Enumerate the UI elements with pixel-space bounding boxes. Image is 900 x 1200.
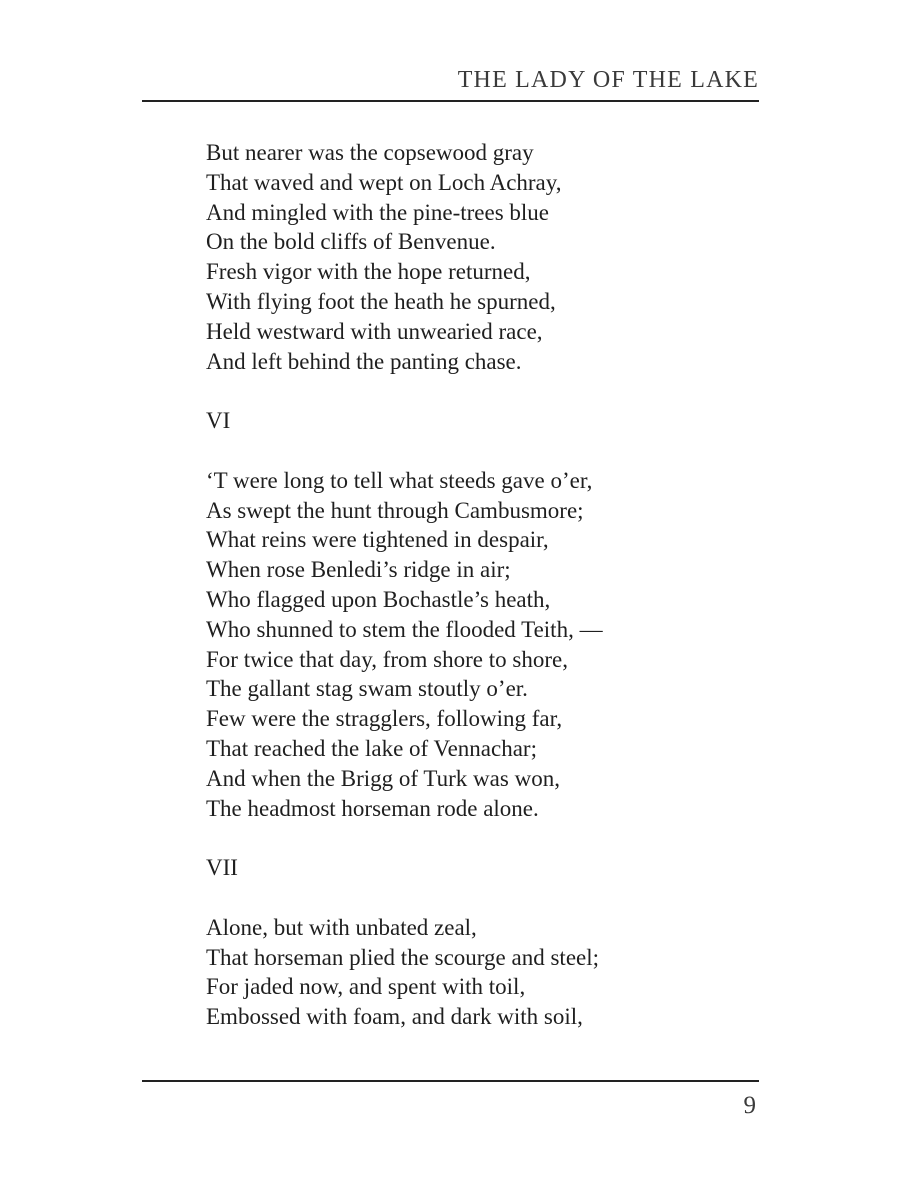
verse-line: On the bold cliffs of Benvenue. [206,229,496,255]
stanza-number-vii: VII [206,855,238,881]
verse-line: When rose Benledi’s ridge in air; [206,557,511,583]
verse-line: That waved and wept on Loch Achray, [206,169,562,195]
verse-line: And mingled with the pine-trees blue [206,199,550,225]
footer-rule [142,1080,759,1082]
verse-line: For jaded now, and spent with toil, [206,974,526,1000]
verse-line: And left behind the panting chase. [206,348,522,374]
verse-line: And when the Brigg of Turk was won, [206,765,560,791]
stanza-number-vi: VI [206,408,231,434]
verse-line: Fresh vigor with the hope returned, [206,259,531,285]
verse-line: Held westward with unwearied race, [206,318,543,344]
stanza [206,466,766,824]
verse-line: The headmost horseman rode alone. [206,795,539,821]
running-header-title: THE LADY OF THE LAKE [457,67,759,93]
verse-line: As swept the hunt through Cambusmore; [206,497,584,523]
verse-line: What reins were tightened in despair, [206,527,549,553]
verse-line: The gallant stag swam stoutly o’er. [206,676,528,702]
stanza [206,913,766,1032]
verse-line: Embossed with foam, and dark with soil, [206,1004,583,1030]
verse-line: That horseman plied the scourge and steel; [206,944,600,970]
verse-line: But nearer was the copsewood gray [206,140,534,165]
verse-line: That reached the lake of Vennachar; [206,735,537,761]
verse-line: Alone, but with unbated zeal, [206,914,477,940]
verse-line: With flying foot the heath he spurned, [206,288,556,314]
header-rule [142,100,759,102]
verse-line: Who shunned to stem the flooded Teith, — [206,616,603,642]
page-number: 9 [743,1092,756,1119]
stanza [206,138,766,376]
verse-line: ‘T were long to tell what steeds gave o’er, [206,467,593,493]
verse-line: Who flagged upon Bochastle’s heath, [206,586,551,612]
verse-line: Few were the stragglers, following far, [206,706,563,732]
poem-body [206,138,766,1032]
verse-line: For twice that day, from shore to shore, [206,646,568,672]
